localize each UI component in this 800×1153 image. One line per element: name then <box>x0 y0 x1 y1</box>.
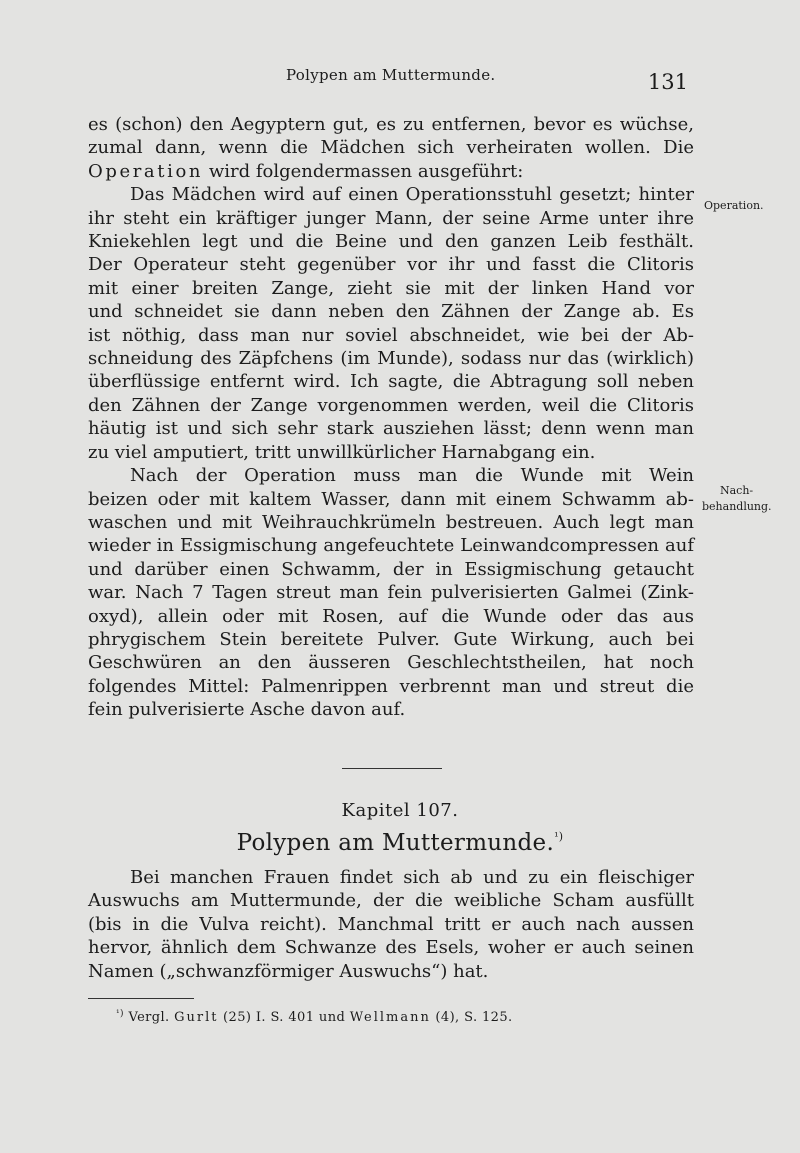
text-line: war. Nach 7 Tagen streut man fein pulverisierten Galmei (Zink- <box>88 582 694 604</box>
text-line: überflüssige entfernt wird. Ich sagte, die Abtragung soll neben <box>88 371 694 393</box>
text-line: Der Operateur steht gegenüber vor ihr und fasst die Clitoris <box>88 254 694 276</box>
text-line: fein pulverisierte Asche davon auf. <box>88 699 406 721</box>
text-line: Auswuchs am Muttermunde, der die weibliche Scham ausfüllt <box>88 890 694 912</box>
chapter-title <box>0 830 800 856</box>
text-line: Kniekehlen legt und die Beine und den ganzen Leib festhält. <box>88 231 694 253</box>
text-line: häutig ist und sich sehr stark ausziehen lässt; denn wenn man <box>88 418 694 440</box>
text-line: Nach der Operation muss man die Wunde mit Wein <box>130 465 694 487</box>
text-line: ihr steht ein kräftiger junger Mann, der seine Arme unter ihre <box>88 207 694 229</box>
text-line: Das Mädchen wird auf einen Operationsstuhl gesetzt; hinter <box>130 184 694 206</box>
text-line: hervor, ähnlich dem Schwanze des Esels, woher er auch seinen <box>88 937 694 959</box>
footnote-text: (25) I. S. 401 und <box>223 1010 346 1025</box>
text-line: folgendes Mittel: Palmenrippen verbrennt man und streut die <box>88 675 694 697</box>
text-line: und schneidet sie dann neben den Zähnen der Zange ab. Es <box>88 301 694 323</box>
margin-note-operation: Operation. <box>704 199 764 212</box>
text-line: den Zähnen der Zange vorgenommen werden, weil die Clitoris <box>88 394 694 416</box>
footnote-divider <box>88 998 194 999</box>
text-line: schneidung des Zäpfchens (im Munde), sodass nur das (wirklich) <box>88 348 694 370</box>
page-number: 131 <box>647 70 688 94</box>
running-title: Polypen am Muttermunde. <box>286 66 496 84</box>
footnote-author: Wellmann <box>349 1010 431 1025</box>
text-fragment: wird folgendermassen ausgeführt: <box>203 160 524 182</box>
text-line: waschen und mit Weihrauchkrümeln bestreuen. Auch legt man <box>88 511 694 533</box>
text-line: zumal dann, wenn die Mädchen sich verheiraten wollen. Die <box>88 137 694 159</box>
margin-note-nachbehandlung: Nach- <box>720 484 754 497</box>
spaced-word: Operation <box>88 160 204 182</box>
chapter-label: Kapitel 107. <box>341 800 459 821</box>
text-line: Geschwüren an den äusseren Geschlechtstheilen, hat noch <box>88 652 694 674</box>
text-line: zu viel amputiert, tritt unwillkürlicher Harnabgang ein. <box>88 441 596 463</box>
text-line <box>88 160 694 183</box>
text-line: es (schon) den Aegyptern gut, es zu entfernen, bevor es wüchse, <box>88 114 694 135</box>
section1-text <box>88 113 694 722</box>
text-line: Bei manchen Frauen findet sich ab und zu ein fleischiger <box>130 867 694 888</box>
footnote-reference: ¹) <box>554 830 564 843</box>
footnote-author: Gurlt <box>174 1010 219 1025</box>
text-line: ist nöthig, dass man nur soviel abschneidet, wie bei der Ab- <box>88 324 694 346</box>
margin-note-nachbehandlung-cont: behandlung. <box>702 500 772 513</box>
text-line: oxyd), allein oder mit Rosen, auf die Wunde oder das aus <box>88 605 694 627</box>
text-line: mit einer breiten Zange, zieht sie mit der linken Hand vor <box>88 277 694 299</box>
text-line: wieder in Essigmischung angefeuchtete Leinwandcompressen auf <box>88 535 694 557</box>
text-line: Namen („schwanzförmiger Auswuchs“) hat. <box>88 960 489 982</box>
text-line: phrygischem Stein bereitete Pulver. Gute Wirkung, auch bei <box>88 628 694 650</box>
text-line: und darüber einen Schwamm, der in Essigmischung getaucht <box>88 558 694 580</box>
footnote <box>116 1009 513 1025</box>
text-line: (bis in die Vulva reicht). Manchmal tritt er auch nach aussen <box>88 913 694 935</box>
section-divider <box>342 768 442 769</box>
footnote-text: (4), S. 125. <box>435 1010 513 1025</box>
footnote-marker: ¹) <box>116 1009 124 1019</box>
chapter-title-text: Polypen am Muttermunde. <box>236 830 555 856</box>
footnote-text: Vergl. <box>128 1010 170 1025</box>
section2-text <box>88 866 694 983</box>
text-line: beizen oder mit kaltem Wasser, dann mit einem Schwamm ab- <box>88 488 694 510</box>
